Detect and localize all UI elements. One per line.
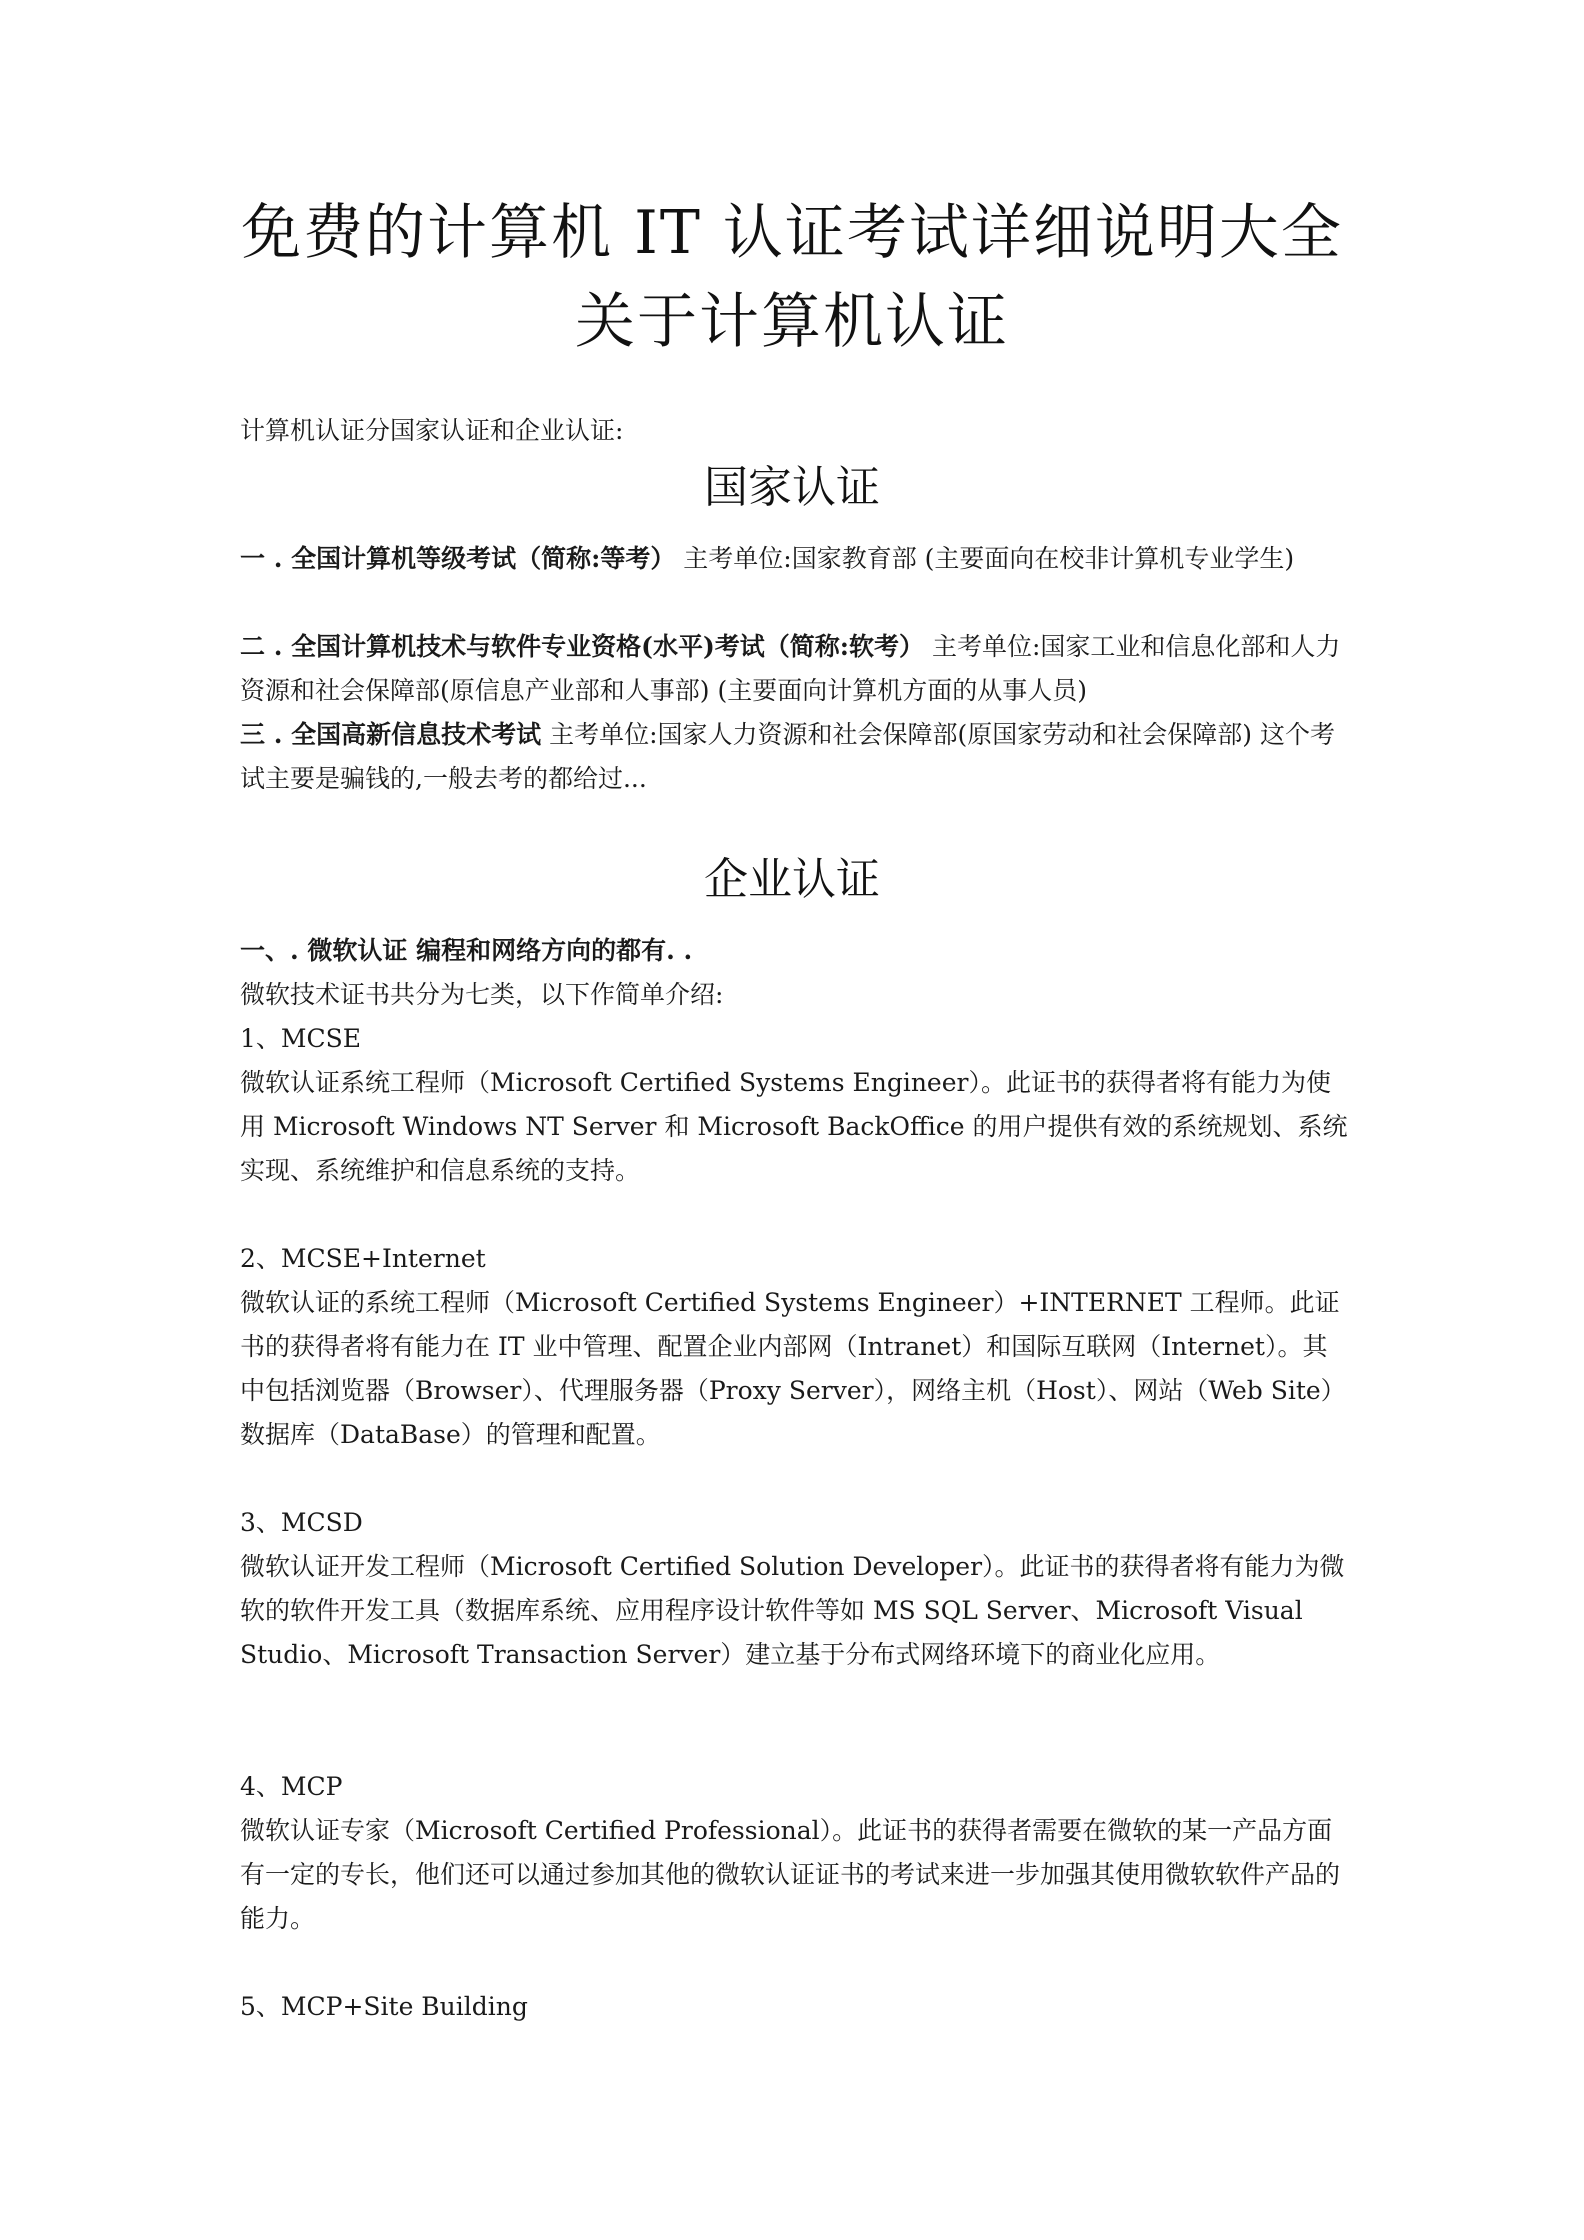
national-item-3-title: 三 . 全国高新信息技术考试 bbox=[240, 720, 542, 749]
cert-4-description: 微软认证专家（Microsoft Certified Professional）。此证书的获得者需要在微软的某一产品方面有一定的专长，他们还可以通过参加其他的微软认证证书的考试来进一步加强其使用微软软件产品的能力。 bbox=[240, 1816, 1341, 1933]
section-heading-national: 国家认证 bbox=[704, 462, 880, 513]
cert-3-name: 3、MCSD bbox=[240, 1508, 363, 1537]
national-item-1-title: 一 . 全国计算机等级考试（简称:等考） bbox=[240, 544, 676, 573]
cert-1-name: 1、MCSE bbox=[240, 1024, 362, 1053]
intro-text: 计算机认证分国家认证和企业认证: bbox=[240, 416, 624, 445]
cert-2-name: 2、MCSE+Internet bbox=[240, 1244, 486, 1273]
microsoft-intro: 微软技术证书共分为七类，以下作简单介绍: bbox=[240, 980, 724, 1009]
national-item-1 bbox=[240, 537, 1352, 581]
national-item-2-text: 主考单位:国家工业和信息化部和人力资源和社会保障部(原信息产业部和人事部) (主要面向计算机方面的从事人员) bbox=[240, 632, 1341, 705]
document-title-line1: 免费的计算机 IT 认证考试详细说明大全 bbox=[241, 198, 1343, 268]
section-heading-enterprise: 企业认证 bbox=[704, 854, 880, 905]
microsoft-heading: 一、. 微软认证 编程和网络方向的都有. . bbox=[240, 936, 693, 965]
cert-3-description: 微软认证开发工程师（Microsoft Certified Solution Developer）。此证书的获得者将有能力为微软的软件开发工具（数据库系统、应用程序设计软件等如 MS SQL Server、Microsoft Visual Studio、Microsoft Transaction Server）建立基于分布式网络环境下的商业化应用。 bbox=[240, 1552, 1345, 1669]
cert-2-description: 微软认证的系统工程师（Microsoft Certified Systems Engineer）+INTERNET 工程师。此证书的获得者将有能力在 IT 业中管理、配置企业内部网（Intranet）和国际互联网（Internet）。其中包括浏览器（Browser）、代理服务器（Proxy Server），网络主机（Host）、网站（Web Site）数据库（DataBase）的管理和配置。 bbox=[240, 1288, 1346, 1449]
cert-5-name: 5、MCP+Site Building bbox=[240, 1992, 528, 2021]
national-item-2 bbox=[240, 625, 1352, 713]
national-item-3 bbox=[240, 713, 1352, 801]
cert-4-name: 4、MCP bbox=[240, 1772, 343, 1801]
document-title-line2: 关于计算机认证 bbox=[575, 287, 1009, 357]
national-item-3-text: 主考单位:国家人力资源和社会保障部(原国家劳动和社会保障部) 这个考试主要是骗钱的,一般去考的都给过... bbox=[240, 720, 1335, 793]
national-item-1-text: 主考单位:国家教育部 (主要面向在校非计算机专业学生) bbox=[683, 544, 1295, 573]
national-item-2-title: 二 . 全国计算机技术与软件专业资格(水平)考试（简称:软考） bbox=[240, 632, 924, 661]
cert-1-description: 微软认证系统工程师（Microsoft Certified Systems Engineer）。此证书的获得者将有能力为使用 Microsoft Windows NT Server 和 Microsoft BackOffice 的用户提供有效的系统规划、系统实现、系统维护和信息系统的支持。 bbox=[240, 1068, 1348, 1185]
